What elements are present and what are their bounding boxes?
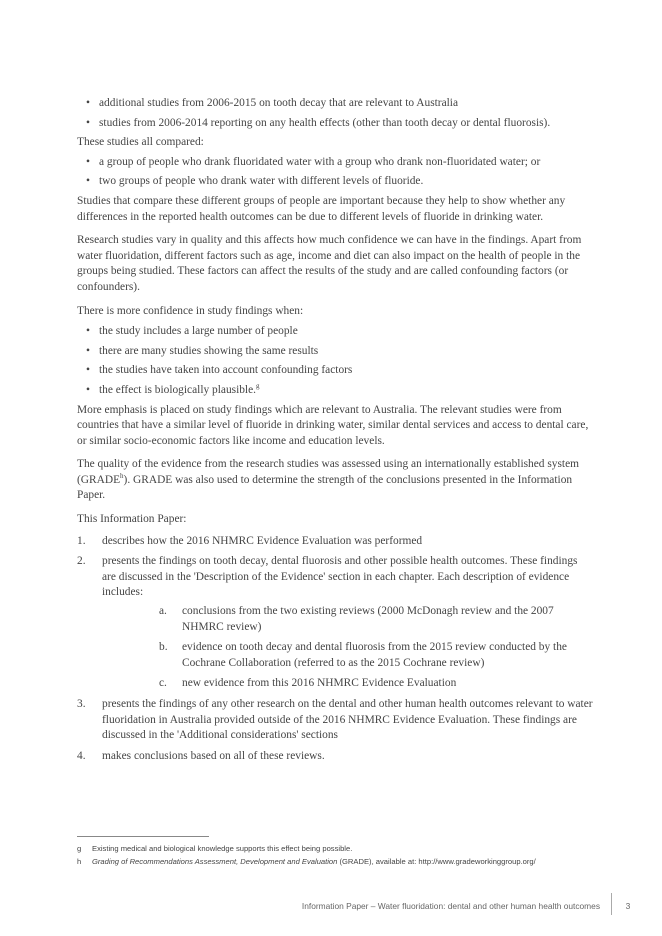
footnote-mark: g <box>77 844 82 853</box>
sub-item-text: evidence on tooth decay and dental fluorosis from the 2015 review conducted by the Cochrane Collaboration (referred to as the 2015 Cochrane review) <box>182 641 567 669</box>
item-number: 3. <box>77 698 86 710</box>
item-text: presents the findings on tooth decay, dental fluorosis and other possible health outcomes. These findings are discussed in the 'Description of the Evidence' section in each chapter. Each description of evidence includes: <box>102 555 578 599</box>
footnote-divider <box>77 836 209 837</box>
paragraph-grade <box>77 457 593 504</box>
list-item: • two groups of people who drank water with different levels of fluoride. <box>77 174 593 190</box>
paragraph-quality: Research studies vary in quality and this affects how much confidence we can have in the findings. Apart from water fluoridation, different factors such as age, income and diet can also impact on the health of people in the groups being studied. These factors can affect the results of the study and are called confounding factors (or confounders). <box>77 234 582 293</box>
sub-item <box>102 640 593 671</box>
footnote-h <box>77 855 617 868</box>
footnote-text: Existing medical and biological knowledge supports this effect being possible. <box>92 844 353 853</box>
sub-item <box>102 604 593 635</box>
sub-list <box>102 604 593 692</box>
list-item: • studies from 2006-2014 reporting on any health effects (other than tooth decay or dental fluorosis). <box>77 116 593 132</box>
list-item: • the study includes a large number of people <box>77 324 593 340</box>
list-item: • additional studies from 2006-2015 on tooth decay that are relevant to Australia <box>77 96 593 112</box>
footnote-mark: h <box>77 857 82 866</box>
sub-item-text: conclusions from the two existing reviews (2000 McDonagh review and the 2007 NHMRC review) <box>182 605 554 633</box>
intro-bullet-list <box>77 96 593 131</box>
body-content <box>77 96 593 769</box>
numbered-item <box>77 534 593 550</box>
sub-item <box>102 676 593 692</box>
sub-item-letter: c. <box>159 677 167 690</box>
paragraph-grade-end: ). GRADE was also used to determine the strength of the conclusions presented in the Information Paper. <box>77 473 573 502</box>
item-number: 4. <box>77 749 86 762</box>
numbered-item <box>77 697 593 744</box>
paragraph-groups: Studies that compare these different groups of people are important because they help to show whether any differences in the reported health outcomes can be due to different levels of fluoride in drinking water. <box>77 194 566 223</box>
compared-heading: These studies all compared: <box>77 136 204 149</box>
confidence-heading: There is more confidence in study findings when: <box>77 304 304 317</box>
item-number: 2. <box>77 555 86 568</box>
numbered-item <box>77 749 593 765</box>
numbered-item <box>77 554 593 692</box>
list-item: • there are many studies showing the same results <box>77 344 593 360</box>
item-number: 1. <box>77 534 86 547</box>
compared-bullet-list <box>77 155 593 190</box>
footnote-ref-h: h <box>120 472 124 481</box>
page-footer-title: Information Paper – Water fluoridation: dental and other human health outcomes <box>301 901 600 911</box>
sub-item-letter: b. <box>159 641 168 654</box>
sub-item-text: new evidence from this 2016 NHMRC Evidence Evaluation <box>182 677 457 690</box>
paragraph-emphasis: More emphasis is placed on study findings which are relevant to Australia. The relevant studies were from countries that have a similar level of fluoride in drinking water, similar dental services and access to dental care, or similar socio-economic factors like income and education levels. <box>77 403 589 447</box>
sub-item-letter: a. <box>159 605 167 618</box>
footnotes <box>77 842 617 868</box>
numbered-list <box>77 534 593 765</box>
footnote-text: (GRADE), available at: http://www.gradeworkinggroup.org/ <box>337 857 536 866</box>
footnote-ref-g: g <box>256 382 260 391</box>
list-item-text: the effect is biologically plausible. <box>99 383 256 396</box>
info-paper-heading: This Information Paper: <box>77 513 187 526</box>
list-item: • a group of people who drank fluoridated water with a group who drank non-fluoridated water; or <box>77 155 593 171</box>
page-number: 3 <box>625 901 631 911</box>
footnote-title: Grading of Recommendations Assessment, Development and Evaluation <box>92 857 338 866</box>
footer-divider <box>611 893 612 915</box>
footnote-g <box>77 842 617 855</box>
list-item <box>77 383 593 399</box>
list-item: • the studies have taken into account confounding factors <box>77 363 593 379</box>
item-text: makes conclusions based on all of these reviews. <box>102 749 325 762</box>
item-text: describes how the 2016 NHMRC Evidence Evaluation was performed <box>102 534 423 547</box>
paragraph-grade-start: The quality of the evidence from the research studies was assessed using an internationally established system (GRADE <box>77 458 579 486</box>
item-text: presents the findings of any other research on the dental and other human health outcomes relevant to water fluoridation in Australia provided outside of the 2016 NHMRC Evidence Evaluation. These findings are discussed in the 'Additional considerations' sections <box>102 698 593 742</box>
confidence-bullet-list <box>77 324 593 398</box>
